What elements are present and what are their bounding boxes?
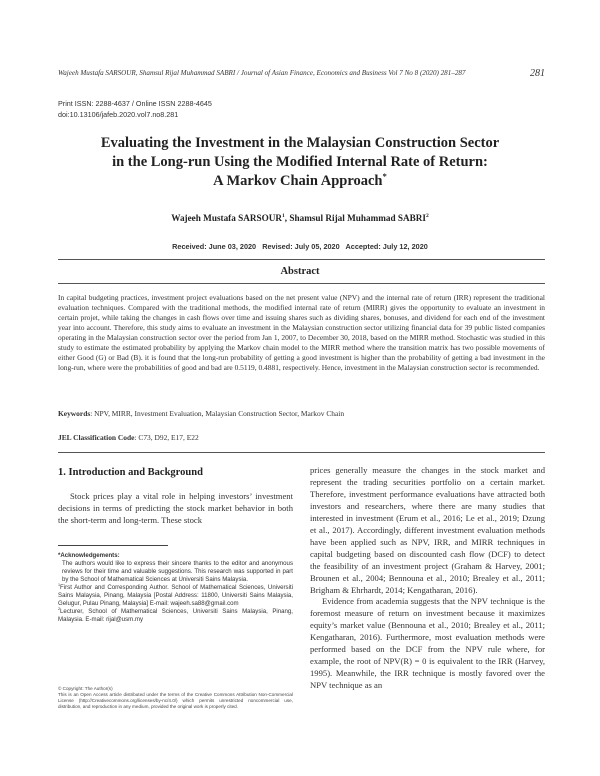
rule-abstract bbox=[58, 283, 545, 284]
title-line-3-text: A Markov Chain Approach bbox=[213, 173, 383, 189]
paper-title bbox=[60, 134, 540, 191]
rule-bottom bbox=[58, 452, 545, 453]
issn-block bbox=[58, 98, 212, 120]
doi-line: doi:10.13106/jafeb.2020.vol7.no8.281 bbox=[58, 110, 179, 119]
jel-codes bbox=[58, 433, 545, 442]
title-line-3 bbox=[60, 172, 540, 191]
intro-right-column bbox=[310, 465, 545, 692]
copyright-notice bbox=[58, 686, 293, 710]
author-separator: , bbox=[284, 213, 290, 223]
footnote-1 bbox=[58, 584, 293, 608]
footnote-2 bbox=[58, 608, 293, 624]
footnote-1-marker: 1 bbox=[58, 583, 61, 588]
author-2-affil: 2 bbox=[425, 212, 429, 219]
acknowledgements-text: The authors would like to express their sincere thanks to the editor and anonymous reviews for their time and valuable suggestions. This research was supported in part by the School of Mathematical Sciences at Universiti Sains Malaysia. bbox=[62, 560, 293, 584]
issn-line: Print ISSN: 2288-4637 / Online ISSN 2288-4645 bbox=[58, 99, 212, 108]
intro-paragraph-right-2: Evidence from academia suggests that the NPV technique is the foremost measure of return on investment because it maximizes equity’s market value (Bennouna et al., 2010; Brealey et al., 2011; Kengatharan, 2016). Furthermore, most evaluation methods were performed based on the DCF from the NPV rule where, for example, the root of NPV(R) = 0 is equivalent to the IRR (Harvey, 1995). Meanwhile, the IRR technique is mostly favored over the NPV technique as an bbox=[310, 596, 545, 691]
keywords bbox=[58, 409, 545, 418]
intro-paragraph-left: Stock prices play a vital role in helping investors’ investment decisions in terms of predicting the stock market behavior in both the short-term and long-term. These stock bbox=[58, 491, 293, 526]
acknowledgements-label: *Acknowledgements: bbox=[58, 552, 120, 559]
section-heading: 1. Introduction and Background bbox=[58, 467, 203, 478]
title-footnote-marker: * bbox=[382, 171, 387, 182]
running-head: Wajeeh Mustafa SARSOUR, Shamsul Rijal Muhammad SABRI / Journal of Asian Finance, Economics and Business Vol 7 No 8 (2020) 281–287 bbox=[58, 69, 466, 77]
rule-top bbox=[58, 259, 545, 260]
intro-paragraph-right-1: prices generally measure the changes in the stock market and represent the trading securities portfolio on a certain market. Therefore, investment performance evaluations have attracted both investors and researchers, where there are many studies that interested in investment (Erum et al., 2016; Le et al., 2019; Dzung et al., 2017). Accordingly, different investment evaluation methods have been applied such as NPV, IRR, and MIRR techniques in capital budgeting based on discounted cash flow (DCF) to detect the feasibility of an investment project (Graham & Harvey, 2001; Brounen et al., 2004; Bennouna et al., 2010; Brealey et al., 2011; Brigham & Ehrhardt, 2014; Kengatharan, 2016). bbox=[310, 465, 545, 595]
footnote-2-marker: 2 bbox=[58, 607, 61, 612]
publication-dates: Received: June 03, 2020 Revised: July 05, 2020 Accepted: July 12, 2020 bbox=[172, 242, 428, 251]
title-line-2: in the Long-run Using the Modified Internal Rate of Return: bbox=[112, 154, 488, 170]
license-text: This is an Open Access article distributed under the terms of the Creative Commons Attribution Non-Commercial License (http://Creativecommons.org/licenses/by-nc/4.0/) which permits unrestricted noncommercial use, distribution, and reproduction in any medium, provided the original work is properly cited. bbox=[58, 692, 293, 709]
keywords-label: Keywords bbox=[58, 409, 91, 418]
author-1: Wajeeh Mustafa SARSOUR bbox=[171, 213, 283, 223]
author-1-affil: 1 bbox=[282, 212, 285, 219]
copyright-line: © Copyright: The Author(s) bbox=[58, 686, 113, 691]
footnotes bbox=[58, 552, 293, 624]
author-2: Shamsul Rijal Muhammad SABRI bbox=[289, 213, 426, 223]
footnote-rule bbox=[58, 545, 168, 546]
keywords-text: : NPV, MIRR, Investment Evaluation, Malaysian Construction Sector, Markov Chain bbox=[90, 409, 345, 418]
author-list bbox=[60, 213, 540, 223]
abstract-heading: Abstract bbox=[280, 266, 320, 277]
footnote-2-text: Lecturer, School of Mathematical Sciences, Universiti Sains Malaysia, Pinang, Malaysia. E-mail: rijal@usm.my bbox=[58, 608, 293, 624]
abstract-body: In capital budgeting practices, investment project evaluations based on the net present value (NPV) and the internal rate of return (IRR) represent the traditional evaluation techniques. Compared with the traditional methods, the modified internal rate of return (MIRR) gives the opportunity to evaluate an investment in certain projet, while taking the changes in cash flows over time and issuing shares such as dividing shares, bonuses, and dividend for each end of the investment year into account. Therefore, this study aims to evaluate an investment in the Malaysian construction sector utilizing financial data for 39 public listed companies operating in the Malaysian construction sector over the period from Jan 1, 2007, to December 30, 2018, based on the MIRR method. Stochastic was studied in this study to estimate the estimated probability by applying the Markov chain model to the MIRR method where the transition matrix has two possible movements of either Good (G) or Bad (B). it is found that the long-run probability of getting a good investment is higher than the probability of getting a bad investment in the long-run, where were the probabilities of good and bad are 0.5119, 0.4881, respectively. Hence, investment in the Malaysian construction sector is recommended. bbox=[58, 293, 545, 372]
jel-label: JEL Classification Code bbox=[58, 433, 135, 442]
footnote-1-text: First Author and Corresponding Author. School of Mathematical Sciences, Universiti Sains Malaysia, Pinang, Malaysia [Postal Address: 11800, Universiti Sains Malaysia, Gelugur, Pulau Pinang, Malaysia] E-mail: wajeeh.sa88@gmail.com bbox=[58, 584, 293, 608]
title-line-1: Evaluating the Investment in the Malaysian Construction Sector bbox=[100, 135, 500, 151]
jel-text: : C73, D92, E17, E22 bbox=[134, 433, 199, 442]
page-number: 281 bbox=[530, 68, 545, 79]
